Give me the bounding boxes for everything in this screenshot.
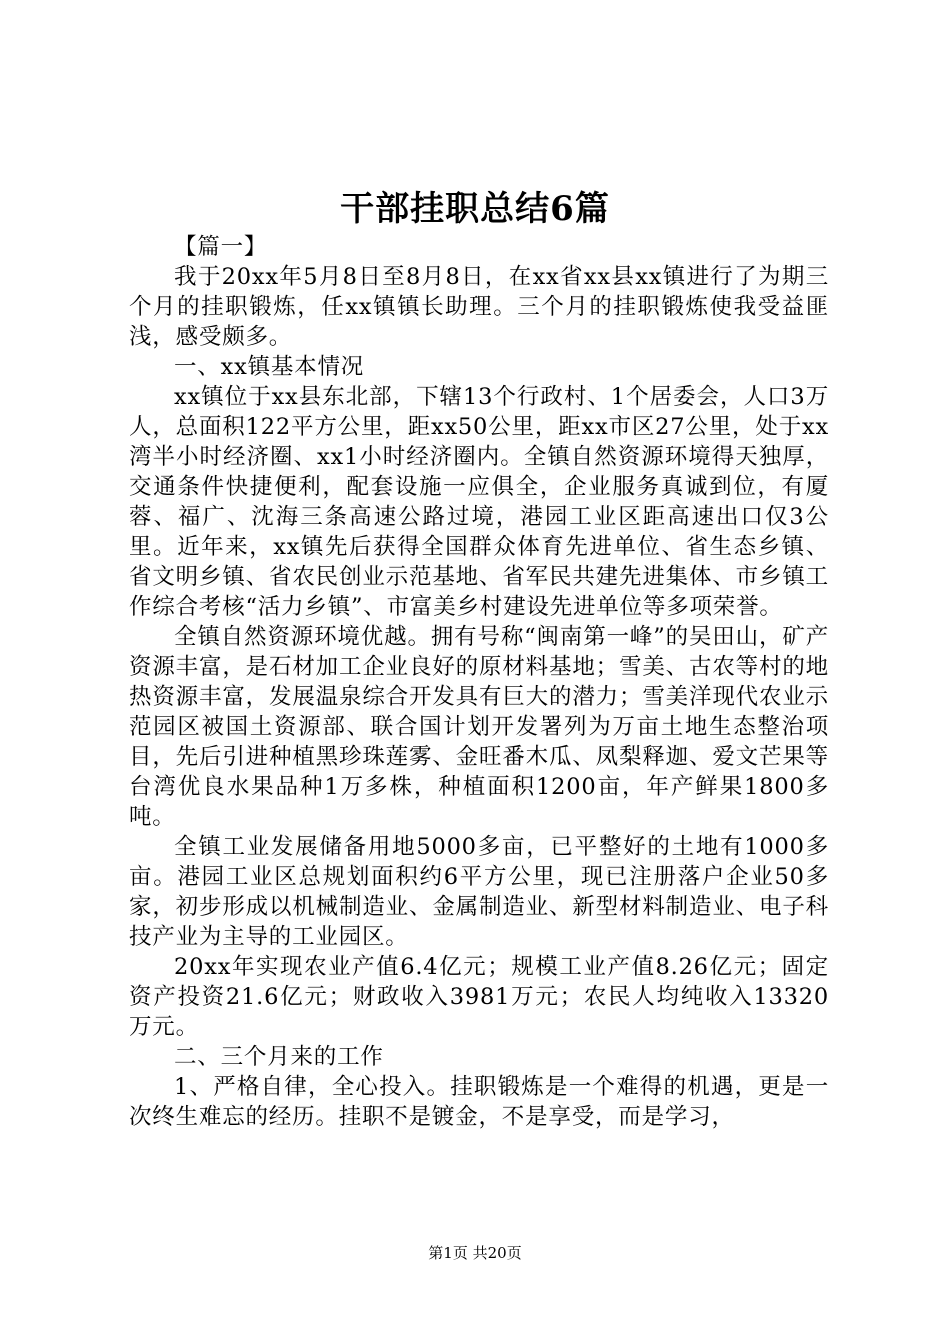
section-heading: 一、xx镇基本情况 <box>174 354 365 380</box>
paragraph: xx镇位于xx县东北部，下辖13个行政村、1个居委会，人口3万人，总面积122平方公里，距xx50公里，距xx市区27公里，处于xx湾半小时经济圈、xx1小时经济圈内。全镇自然资源环境得天独厚，交通条件快捷便利，配套设施一应俱全，企业服务真诚到位，有厦蓉、福广、沈海三条高速公路过境，港园工业区距高速出口仅3公里。近年来，xx镇先后获得全国群众体育先进单位、省生态乡镇、省文明乡镇、省农民创业示范基地、省军民共建先进集体、市乡镇工作综合考核“活力乡镇”、市富美乡村建设先进单位等多项荣誉。 <box>129 384 829 620</box>
paragraph: 我于20xx年5月8日至8月8日，在xx省xx县xx镇进行了为期三个月的挂职锻炼，任xx镇镇长助理。三个月的挂职锻炼使我受益匪浅，感受颇多。 <box>129 264 829 350</box>
paragraph: 20xx年实现农业产值6.4亿元；规模工业产值8.26亿元；固定资产投资21.6亿元；财政收入3981万元；农民人均纯收入13320万元。 <box>129 954 829 1040</box>
section-heading: 二、三个月来的工作 <box>174 1044 384 1070</box>
page-footer: 第1页 共20页 <box>428 1244 522 1262</box>
document-body <box>129 232 829 1132</box>
paragraph: 全镇工业发展储备用地5000多亩，已平整好的土地有1000多亩。港园工业区总规划面积约6平方公里，现已注册落户企业50多家，初步形成以机械制造业、金属制造业、新型材料制造业、电子科技产业为主导的工业园区。 <box>129 834 829 950</box>
document-title: 干部挂职总结6篇 <box>340 189 610 229</box>
paragraph: 1、严格自律，全心投入。挂职锻炼是一个难得的机遇，更是一次终生难忘的经历。挂职不是镀金，不是享受，而是学习， <box>129 1074 829 1130</box>
paragraph: 全镇自然资源环境优越。拥有号称“闽南第一峰”的吴田山，矿产资源丰富，是石材加工企业良好的原材料基地；雪美、古农等村的地热资源丰富，发展温泉综合开发具有巨大的潜力；雪美洋现代农业示范园区被国土资源部、联合国计划开发署列为万亩土地生态整治项目，先后引进种植黑珍珠莲雾、金旺番木瓜、凤梨释迦、爱文芒果等台湾优良水果品种1万多株，种植面积1200亩，年产鲜果1800多吨。 <box>129 624 829 830</box>
section-heading: 【篇一】 <box>174 234 268 260</box>
